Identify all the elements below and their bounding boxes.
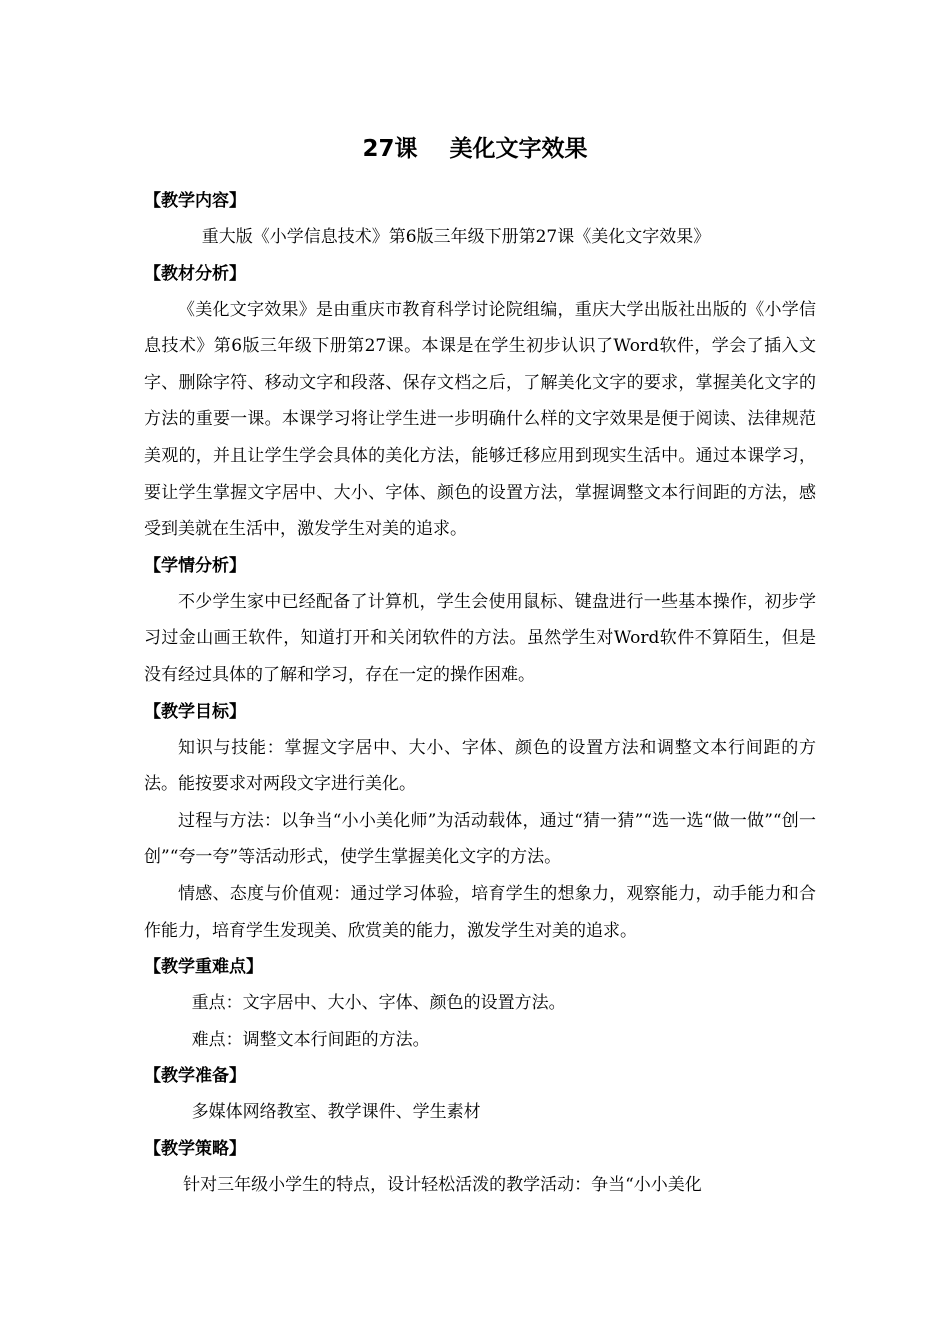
- page-title: 27课 美化文字效果: [362, 136, 588, 162]
- section-material-analysis: [144, 256, 816, 548]
- paragraph: 多媒体网络教室、教学课件、学生素材: [191, 1102, 481, 1123]
- section-teaching-content: [144, 183, 816, 256]
- paragraph: 重大版《小学信息技术》第6版三年级下册第27课《美化文字效果》: [201, 227, 711, 247]
- paragraph: 过程与方法：以争当“小小美化师”为活动载体，通过“猜一猜”“选一选“做一做”“创一创”“夸一夸”等活动形式，使学生掌握美化文字的方法。: [144, 810, 816, 868]
- section-heading: 【教学目标】: [144, 701, 246, 722]
- paragraph: 《美化文字效果》是由重庆市教育科学讨论院组编，重庆大学出版社出版的《小学信息技术》第6版三年级下册第27课。本课是在学生初步认识了Word软件，学会了插入文字、删除字符、移动文字和段落、保存文档之后，了解美化文字的要求，掌握美化文字的方法的重要一课。本课学习将让学生进一步明确什么样的文字效果是便于阅读、法律规范美观的，并且让学生学会具体的美化方法，能够迁移应用到现实生活中。通过本课学习，要让学生掌握文字居中、大小、字体、颜色的设置方法，掌握调整文本行间距的方法，感受到美就在生活中，激发学生对美的追求。: [144, 299, 816, 540]
- paragraph: 知识与技能：掌握文字居中、大小、字体、颜色的设置方法和调整文本行间距的方法。能按要求对两段文字进行美化。: [144, 737, 816, 795]
- paragraph: 难点：调整文本行间距的方法。: [191, 1029, 430, 1050]
- paragraph: 情感、态度与价值观：通过学习体验，培育学生的想象力，观察能力，动手能力和合作能力，培育学生发现美、欣赏美的能力，激发学生对美的追求。: [144, 883, 816, 941]
- section-heading: 【教学内容】: [144, 191, 246, 211]
- section-heading: 【教学准备】: [144, 1066, 246, 1087]
- paragraph: 不少学生家中已经配备了计算机，学生会使用鼠标、键盘进行一些基本操作，初步学习过金山画王软件，知道打开和关闭软件的方法。虽然学生对Word软件不算陌生，但是没有经过具体的了解和学习，存在一定的操作困难。: [144, 591, 816, 685]
- section-student-analysis: [144, 548, 816, 694]
- section-heading: 【教学策略】: [144, 1138, 246, 1159]
- section-teaching-preparation: [144, 1058, 816, 1131]
- section-teaching-goals: [144, 694, 816, 950]
- section-heading: 【教材分析】: [144, 263, 246, 284]
- section-key-difficulties: [144, 949, 816, 1058]
- paragraph: 针对三年级小学生的特点，设计轻松活泼的教学活动：争当“小小美化: [183, 1174, 702, 1195]
- section-heading: 【教学重难点】: [144, 957, 263, 978]
- document-body: [144, 183, 816, 1203]
- section-heading: 【学情分析】: [144, 555, 246, 576]
- paragraph: 重点：文字居中、大小、字体、颜色的设置方法。: [191, 993, 566, 1014]
- section-teaching-strategy: [144, 1131, 816, 1204]
